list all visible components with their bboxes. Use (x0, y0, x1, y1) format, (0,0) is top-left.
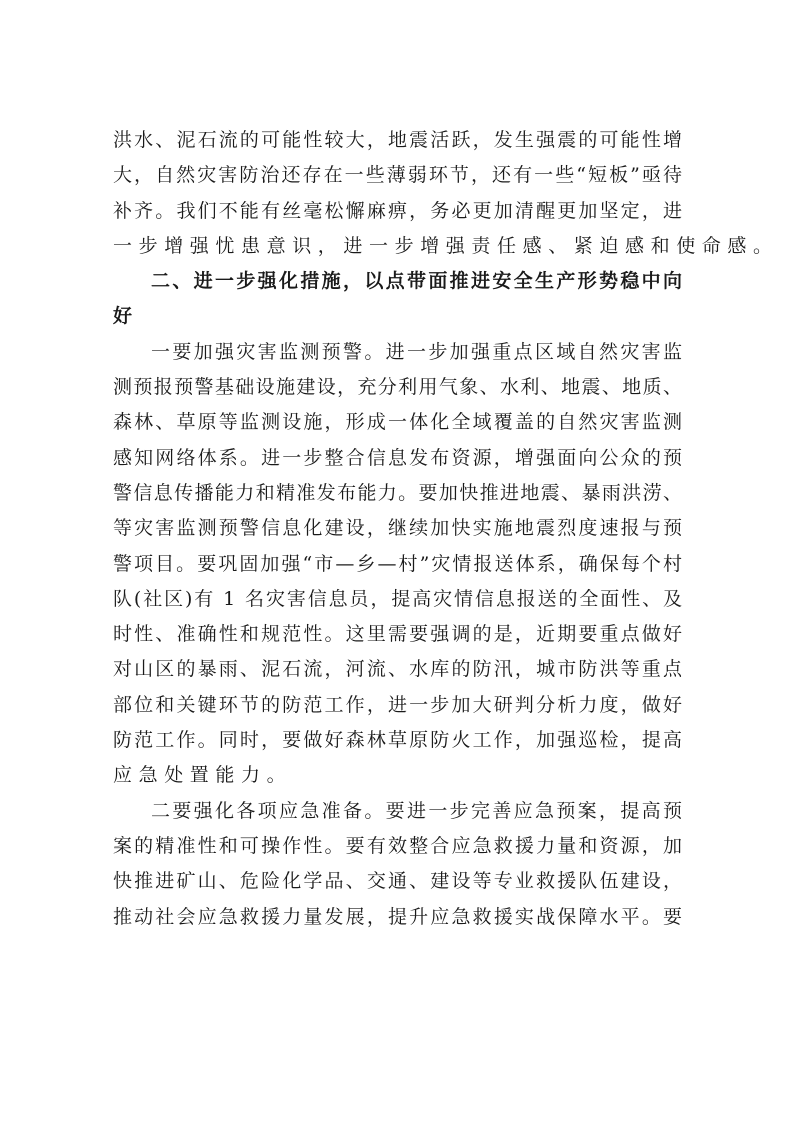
document-body (113, 127, 779, 939)
paragraph-disaster-monitoring (113, 339, 685, 798)
text-line: 案的精准性和可操作性。要有效整合应急救援力量和资源，加 (113, 834, 685, 857)
text-line: 队(社区)有 1 名灾害信息员，提高灾情信息报送的全面性、及 (113, 587, 684, 610)
heading-line: 二、进一步强化措施，以点带面推进安全生产形势稳中向 (151, 270, 685, 293)
text-line: 一要加强灾害监测预警。进一步加强重点区域自然灾害监 (151, 340, 685, 363)
text-line: 洪水、泥石流的可能性较大，地震活跃，发生强震的可能性增 (113, 129, 685, 151)
text-line: 防范工作。同时，要做好森林草原防火工作，加强巡检，提高 (113, 729, 685, 752)
text-line: 部位和关键环节的防范工作，进一步加大研判分析力度，做好 (113, 693, 685, 716)
text-line: 感知网络体系。进一步整合信息发布资源，增强面向公众的预 (113, 446, 685, 469)
text-line: 警信息传播能力和精准发布能力。要加快推进地震、暴雨洪涝、 (113, 481, 684, 504)
text-line: 快推进矿山、危险化学品、交通、建设等专业救援队伍建设， (113, 870, 685, 893)
paragraph-intro-continued (113, 127, 779, 268)
text-line: 推动社会应急救援力量发展，提升应急救援实战保障水平。要 (113, 905, 685, 928)
section-heading (113, 268, 685, 339)
text-line: 二要强化各项应急准备。要进一步完善应急预案，提高预 (151, 799, 685, 822)
text-line: 时性、准确性和规范性。这里需要强调的是，近期要重点做好 (113, 623, 685, 646)
paragraph-emergency-preparedness (113, 798, 685, 939)
text-line: 警项目。要巩固加强“市—乡—村”灾情报送体系，确保每个村 (113, 552, 685, 575)
text-line: 一步增强忧患意识，进一步增强责任感、紧迫感和使命感。 (113, 234, 779, 257)
text-line: 对山区的暴雨、泥石流，河流、水库的防汛，城市防洪等重点 (113, 658, 685, 681)
text-line: 森林、草原等监测设施，形成一体化全域覆盖的自然灾害监测 (113, 411, 685, 434)
text-line: 等灾害监测预警信息化建设，继续加快实施地震烈度速报与预 (113, 517, 685, 540)
text-line: 补齐。我们不能有丝毫松懈麻痹，务必更加清醒更加坚定，进 (113, 199, 685, 222)
text-line: 应急处置能力。 (113, 764, 293, 787)
heading-line: 好 (113, 305, 139, 328)
text-line: 大，自然灾害防治还存在一些薄弱环节，还有一些“短板”亟待 (113, 164, 685, 187)
text-line: 测预报预警基础设施建设，充分利用气象、水利、地震、地质、 (113, 376, 684, 399)
